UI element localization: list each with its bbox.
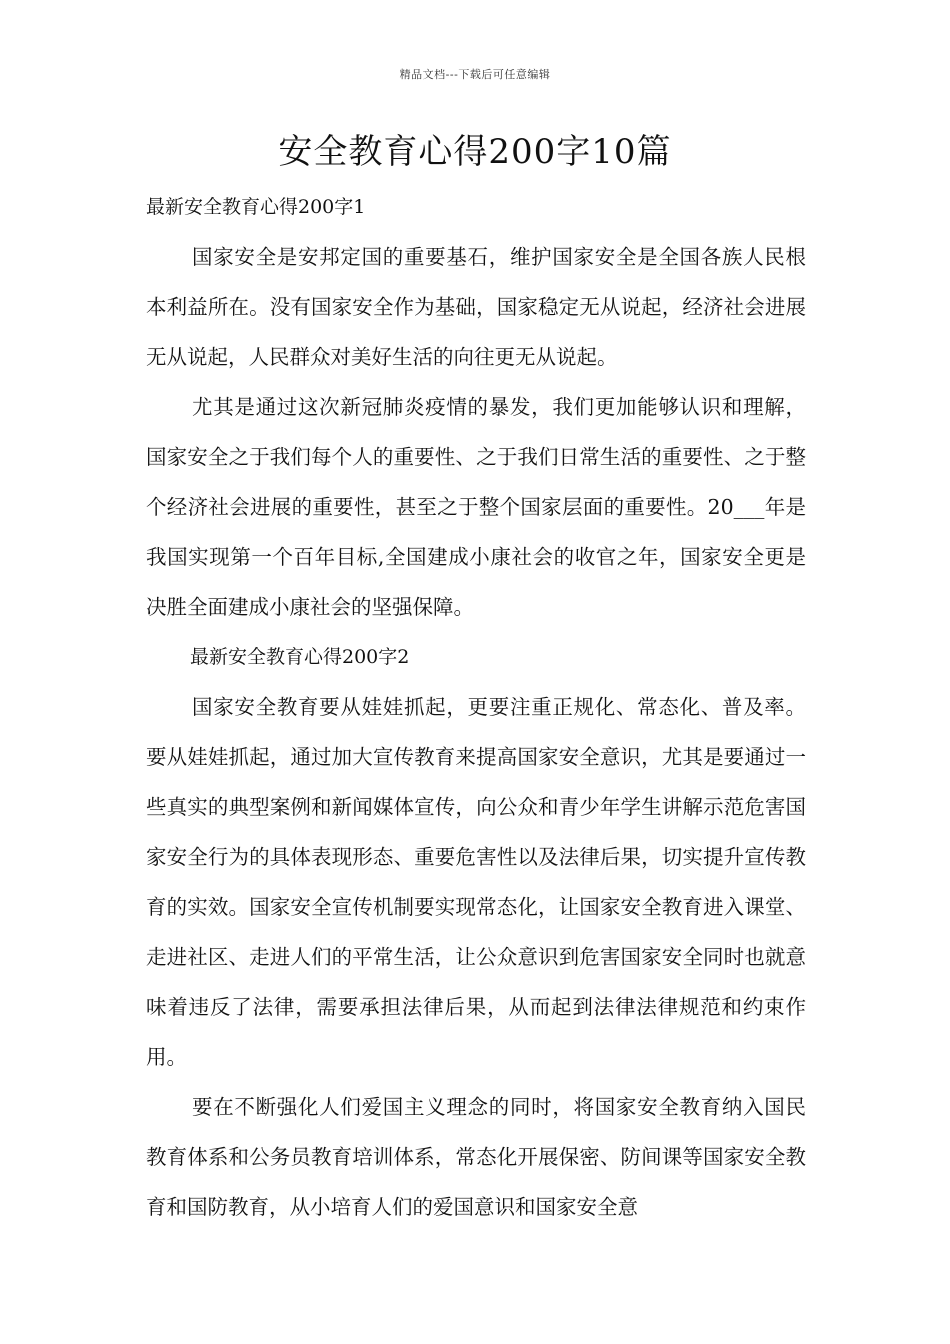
section-heading: 最新安全教育心得200字1: [146, 196, 366, 218]
paragraph: 尤其是通过这次新冠肺炎疫情的暴发，我们更加能够认识和理解，国家安全之于我们每个人的重要性、之于我们日常生活的重要性、之于整个经济社会进展的重要性，甚至之于整个国家层面的重要性。20___年是我国实现第一个百年目标,全国建成小康社会的收官之年，国家安全更是决胜全面建成小康社会的坚强保障。: [146, 395, 806, 619]
document-title: 安全教育心得200字10篇: [278, 132, 672, 172]
section-heading: 最新安全教育心得200字2: [190, 646, 410, 668]
paragraph: 要在不断强化人们爱国主义理念的同时，将国家安全教育纳入国民教育体系和公务员教育培训体系，常态化开展保密、防间课等国家安全教育和国防教育，从小培育人们的爱国意识和国家安全意: [146, 1095, 806, 1219]
paragraph: 国家安全教育要从娃娃抓起，更要注重正规化、常态化、普及率。要从娃娃抓起，通过加大宣传教育来提高国家安全意识，尤其是要通过一些真实的典型案例和新闻媒体宣传，向公众和青少年学生讲解示范危害国家安全行为的具体表现形态、重要危害性以及法律后果，切实提升宣传教育的实效。国家安全宣传机制要实现常态化，让国家安全教育进入课堂、走进社区、走进人们的平常生活，让公众意识到危害国家安全同时也就意味着违反了法律，需要承担法律后果，从而起到法律法律规范和约束作用。: [146, 695, 806, 1069]
paragraph: 国家安全是安邦定国的重要基石，维护国家安全是全国各族人民根本利益所在。没有国家安全作为基础，国家稳定无从说起，经济社会进展无从说起，人民群众对美好生活的向往更无从说起。: [146, 245, 806, 369]
header-note: 精品文档---下载后可任意编辑: [399, 68, 551, 81]
document-body: [146, 182, 806, 1232]
